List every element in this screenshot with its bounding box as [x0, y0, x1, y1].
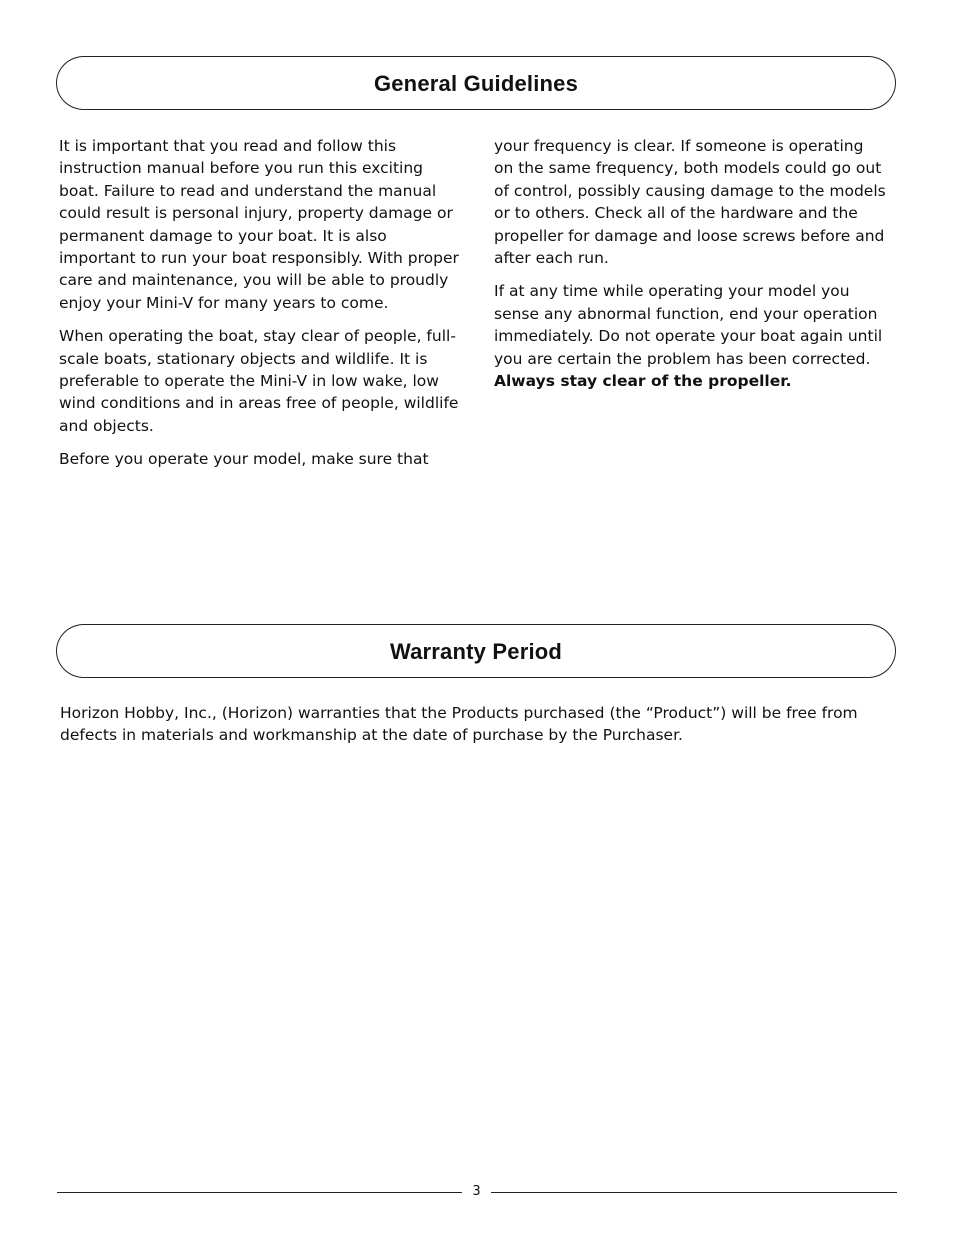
section-header-warranty-period [56, 624, 896, 678]
footer-divider-right [491, 1192, 897, 1193]
footer-divider-left [57, 1192, 462, 1193]
right-column [494, 135, 886, 403]
section-header-general-guidelines [56, 56, 896, 110]
propeller-warning: Always stay clear of the propeller. [494, 372, 792, 391]
paragraph-with-warning [494, 280, 886, 392]
warranty-paragraph: Horizon Hobby, Inc., (Horizon) warranties that the Products purchased (the “Product”) will be free from defects in materials and workmanship at the date of purchase by the Purchaser. [60, 704, 858, 745]
section-title: Warranty Period [389, 639, 563, 664]
section-title: General Guidelines [373, 71, 579, 96]
page-number: 3 [472, 1184, 481, 1199]
paragraph: When operating the boat, stay clear of people, full-scale boats, stationary objects and wildlife. It is preferable to operate the Mini-V in low wake, low wind conditions and in areas free of people, wildlife and objects. [59, 327, 459, 435]
paragraph: your frequency is clear. If someone is operating on the same frequency, both models could go out of control, possibly causing damage to the models or to others. Check all of the hardware and the propeller for damage and loose screws before and after each run. [494, 137, 886, 268]
paragraph: Before you operate your model, make sure that [59, 450, 429, 469]
paragraph-text: If at any time while operating your model you sense any abnormal function, end your operation immediately. Do not operate your boat again until you are certain the problem has been corrected. [494, 282, 883, 368]
paragraph: It is important that you read and follow this instruction manual before you run this exciting boat. Failure to read and understand the manual could result is personal injury, property damage or permanent damage to your boat. It is also important to run your boat responsibly. With proper care and maintenance, you will be able to proudly enjoy your Mini-V for many years to come. [59, 137, 459, 312]
left-column [59, 135, 467, 482]
